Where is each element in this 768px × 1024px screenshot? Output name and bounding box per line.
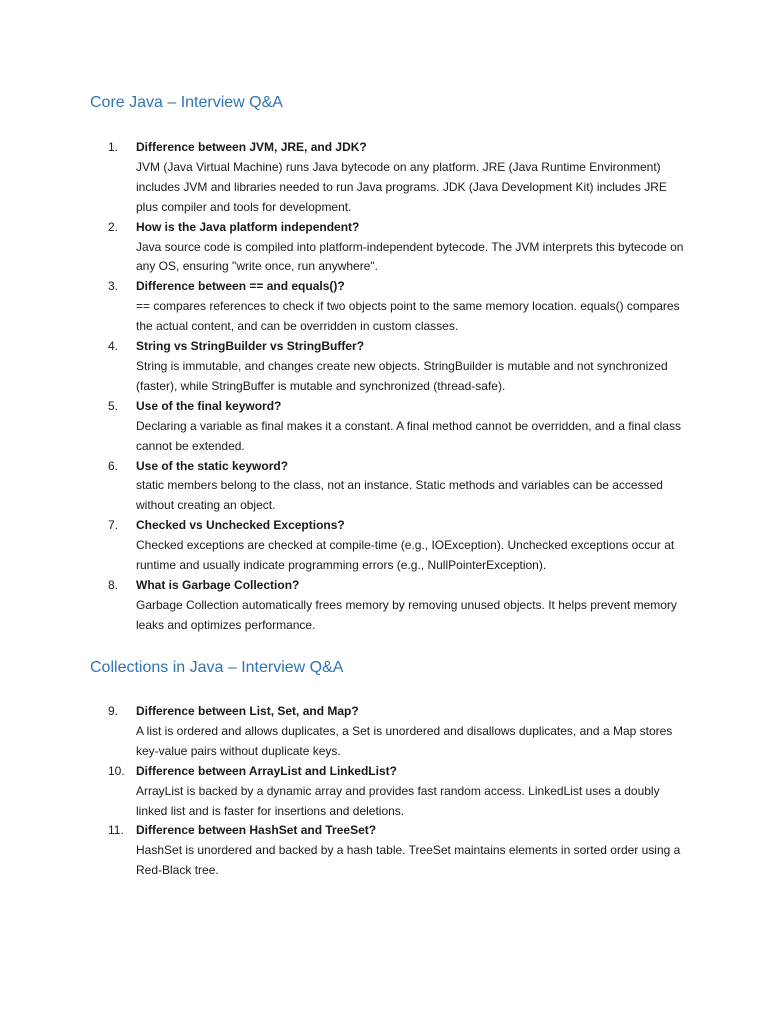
- section-heading-core-java: Core Java – Interview Q&A: [90, 94, 283, 111]
- qa-item: [0, 821, 768, 881]
- qa-answer: ArrayList is backed by a dynamic array and provides fast random access. LinkedList uses a doubly linked list and is faster for insertions and deletions.: [136, 783, 660, 818]
- core-java-qa-list: [0, 138, 768, 636]
- qa-question: Difference between List, Set, and Map?: [136, 704, 359, 718]
- qa-item: [0, 337, 768, 397]
- qa-answer: A list is ordered and allows duplicates, a Set is unordered and disallows duplicates, and a Map stores key-value pairs without duplicate keys.: [136, 723, 673, 758]
- qa-question: Difference between HashSet and TreeSet?: [136, 823, 377, 838]
- qa-question: Checked vs Unchecked Exceptions?: [136, 518, 345, 533]
- qa-question: Use of the static keyword?: [136, 458, 289, 473]
- qa-item: [0, 576, 768, 636]
- qa-number: 10.: [108, 763, 125, 778]
- qa-question: How is the Java platform independent?: [136, 219, 360, 234]
- qa-answer: JVM (Java Virtual Machine) runs Java bytecode on any platform. JRE (Java Runtime Environment) includes JVM and libraries needed to run Java programs. JDK (Java Development Kit) includes JRE plus compiler and tools for development.: [136, 159, 667, 214]
- qa-number: 8.: [108, 577, 119, 592]
- qa-item: [0, 218, 768, 278]
- qa-number: 4.: [108, 339, 119, 354]
- qa-number: 5.: [108, 398, 119, 413]
- qa-number: 11.: [108, 823, 124, 838]
- qa-item: [0, 762, 768, 822]
- qa-question: Use of the final keyword?: [136, 398, 282, 413]
- qa-number: 6.: [108, 458, 119, 473]
- qa-item: [0, 516, 768, 576]
- qa-item: [0, 702, 768, 762]
- qa-item: [0, 397, 768, 457]
- qa-number: 9.: [108, 704, 119, 718]
- qa-number: 1.: [108, 140, 119, 154]
- qa-answer: String is immutable, and changes create new objects. StringBuilder is mutable and not synchronized (faster), while StringBuffer is mutable and synchronized (thread-safe).: [136, 358, 668, 393]
- collections-qa-list: [0, 702, 768, 881]
- qa-question: Difference between ArrayList and LinkedList?: [136, 763, 397, 778]
- qa-item: [0, 277, 768, 337]
- qa-answer: HashSet is unordered and backed by a hash table. TreeSet maintains elements in sorted order using a Red-Black tree.: [136, 843, 681, 878]
- section-heading-collections: Collections in Java – Interview Q&A: [90, 659, 344, 676]
- qa-number: 7.: [108, 518, 119, 533]
- qa-question: Difference between JVM, JRE, and JDK?: [136, 140, 367, 154]
- qa-answer: static members belong to the class, not an instance. Static methods and variables can be accessed without creating an object.: [136, 478, 663, 513]
- qa-answer: Java source code is compiled into platform-independent bytecode. The JVM interprets this bytecode on any OS, ensuring "write once, run anywhere".: [136, 239, 684, 274]
- qa-answer: Garbage Collection automatically frees memory by removing unused objects. It helps prevent memory leaks and optimizes performance.: [136, 597, 677, 632]
- qa-number: 2.: [108, 219, 119, 234]
- qa-item: [0, 138, 768, 218]
- qa-question: String vs StringBuilder vs StringBuffer?: [136, 339, 365, 354]
- qa-number: 3.: [108, 279, 119, 294]
- qa-answer: Checked exceptions are checked at compile-time (e.g., IOException). Unchecked exceptions occur at runtime and usually indicate programming errors (e.g., NullPointerException).: [136, 538, 675, 573]
- qa-question: What is Garbage Collection?: [136, 577, 300, 592]
- qa-answer: Declaring a variable as final makes it a constant. A final method cannot be overridden, and a final class cannot be extended.: [136, 418, 681, 453]
- qa-question: Difference between == and equals()?: [136, 279, 345, 294]
- qa-answer: == compares references to check if two objects point to the same memory location. equals() compares the actual content, and can be overridden in custom classes.: [136, 299, 680, 334]
- qa-item: [0, 457, 768, 517]
